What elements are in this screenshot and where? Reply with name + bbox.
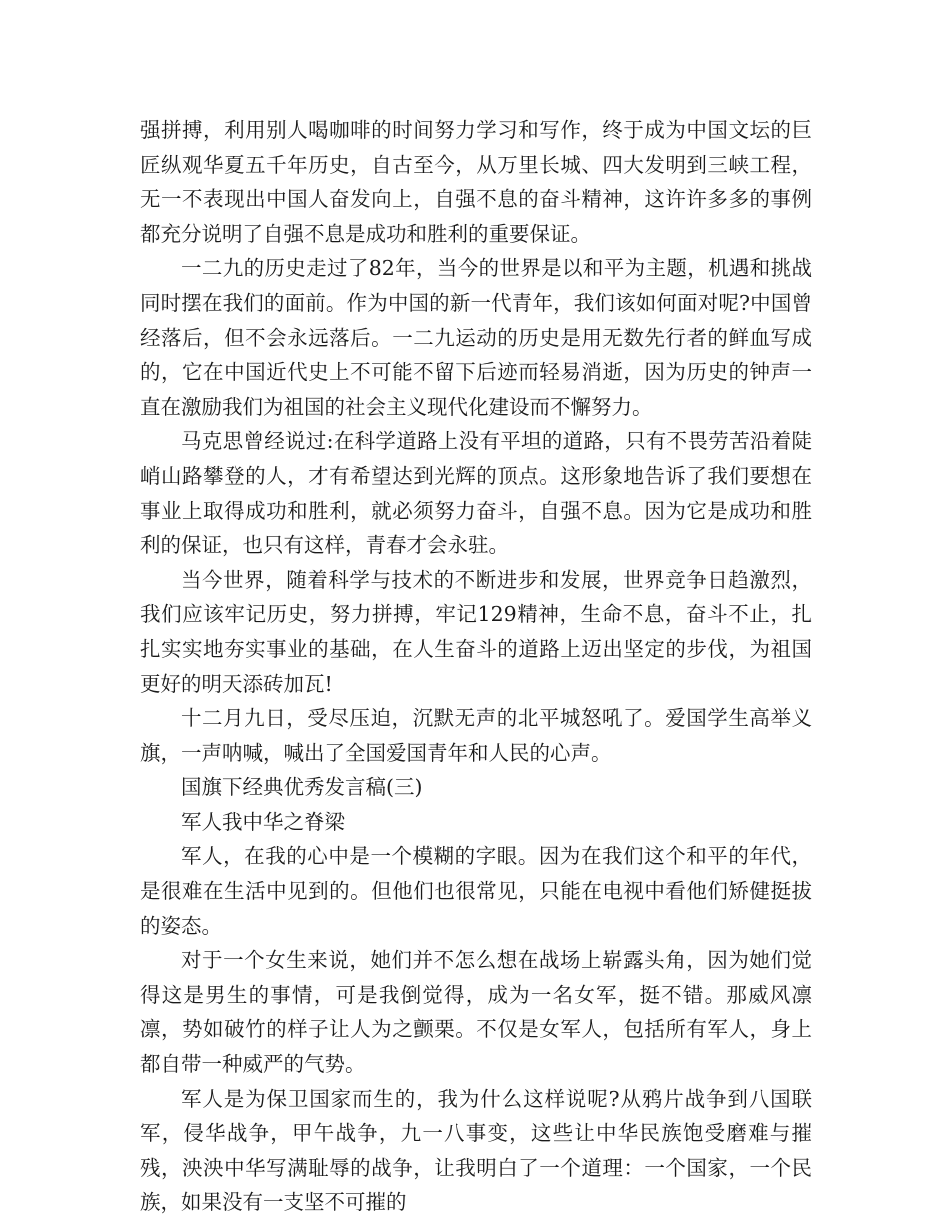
paragraph-female-soldier: 对于一个女生来说，她们并不怎么想在战场上崭露头角，因为她们觉得这是男生的事情，可是我倒觉得，成为一名女军，挺不错。那威风凛凛，势如破竹的样子让人为之颤栗。不仅是女军人，包括所有军人，身上都自带一种威严的气势。 xyxy=(140,948,812,1077)
section-heading: 国旗下经典优秀发言稿(三) xyxy=(181,775,423,800)
paragraph-december-ninth: 十二月九日，受尽压迫，沉默无声的北平城怒吼了。爱国学生高举义旗，一声呐喊，喊出了全国爱国青年和人民的心声。 xyxy=(140,706,812,765)
paragraph-129-history: 一二九的历史走过了82年，当今的世界是以和平为主题，机遇和挑战同时摆在我们的面前。作为中国的新一代青年，我们该如何面对呢?中国曾经落后，但不会永远落后。一二九运动的历史是用无数先行者的鲜血写成的，它在中国近代史上不可能不留下后迹而轻易消逝，因为历史的钟声一直在激励我们为祖国的社会主义现代化建设而不懈努力。 xyxy=(140,256,812,419)
paragraph-marx-quote: 马克思曾经说过:在科学道路上没有平坦的道路，只有不畏劳苦沿着陡峭山路攀登的人，才有希望达到光辉的顶点。这形象地告诉了我们要想在事业上取得成功和胜利，就必须努力奋斗，自强不息。因为它是成功和胜利的保证，也只有这样，青春才会永驻。 xyxy=(140,429,812,558)
paragraph-soldier-intro: 军人，在我的心中是一个模糊的字眼。因为在我们这个和平的年代，是很难在生活中见到的。但他们也很常见，只能在电视中看他们矫健挺拔的姿态。 xyxy=(140,844,812,938)
paragraph-modern-world: 当今世界，随着科学与技术的不断进步和发展，世界竞争日趋激烈，我们应该牢记历史，努力拼搏，牢记129精神，生命不息，奋斗不止，扎扎实实地夯实事业的基础，在人生奋斗的道路上迈出坚定的步伐，为祖国更好的明天添砖加瓦! xyxy=(140,567,812,696)
section-subtitle: 军人我中华之脊梁 xyxy=(181,809,345,834)
document-body xyxy=(140,113,812,1220)
paragraph-soldier-purpose: 军人是为保卫国家而生的，我为什么这样说呢?从鸦片战争到八国联军，侵华战争，甲午战争，九一八事变，这些让中华民族饱受磨难与摧残，泱泱中华写满耻辱的战争，让我明白了一个道理：一个国家，一个民族，如果没有一支坚不可摧的 xyxy=(140,1086,812,1215)
paragraph-continuation: 强拼搏，利用别人喝咖啡的时间努力学习和写作，终于成为中国文坛的巨匠纵观华夏五千年历史，自古至今，从万里长城、四大发明到三峡工程，无一不表现出中国人奋发向上，自强不息的奋斗精神，这许许多多的事例都充分说明了自强不息是成功和胜利的重要保证。 xyxy=(140,118,812,246)
